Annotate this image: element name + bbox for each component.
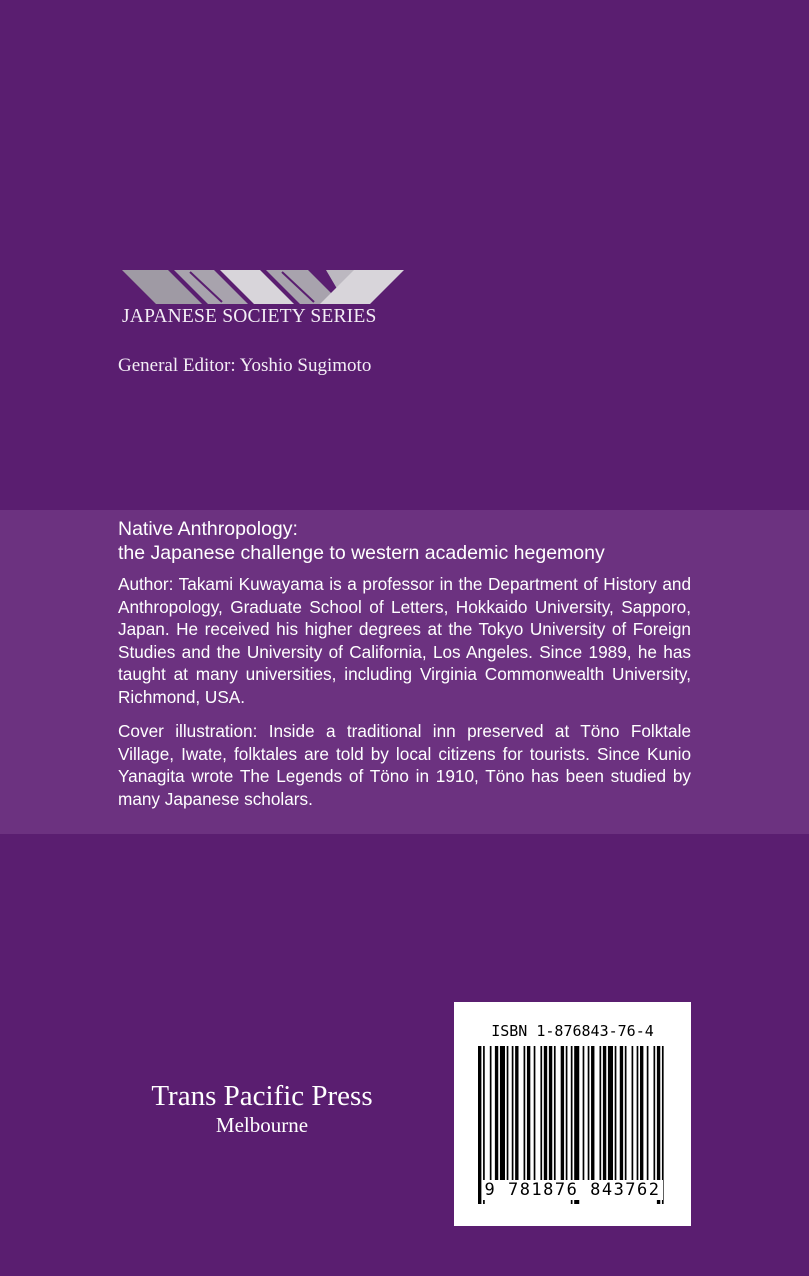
barcode-bar	[583, 1046, 585, 1180]
book-title-line2: the Japanese challenge to western academic hegemony	[118, 542, 605, 564]
barcode-bar	[554, 1046, 556, 1180]
publisher-block	[138, 1078, 386, 1136]
barcode-bar	[566, 1046, 568, 1180]
barcode-digits-row	[454, 1180, 691, 1200]
barcode-bar	[527, 1046, 530, 1180]
publisher-city: Melbourne	[215, 1113, 309, 1137]
series-logo	[122, 270, 404, 304]
barcode-bar	[654, 1046, 656, 1180]
author-blurb: Author: Takami Kuwayama is a professor in the Department of History and Anthropology, Graduate School of Letters, Hokkaido University, Sapporo, Japan. He received his higher degrees at the Tokyo University of Foreign Studies and the University of California, Los Angeles. Since 1989, he has taught at many universities, including Virginia Commonwealth University, Richmond, USA.	[118, 574, 691, 707]
barcode-bar	[647, 1046, 649, 1180]
barcode-bar	[625, 1046, 627, 1180]
cover-illustration-blurb: Cover illustration: Inside a traditional inn preserved at Töno Folktale Village, Iwate, folktales are told by local citizens for tourists. Since Kunio Yanagita wrote The Legends of Töno in 1910, Töno has been studied by many Japanese scholars.	[118, 721, 691, 809]
barcode-digits: 9 781876 843762	[484, 1180, 661, 1200]
barcode-bar	[588, 1046, 590, 1180]
barcode-bar	[495, 1046, 498, 1180]
barcode-bar	[507, 1046, 509, 1180]
barcode-bar	[544, 1046, 547, 1180]
book-title	[118, 517, 698, 565]
barcode-bar	[561, 1046, 564, 1180]
barcode-bar	[524, 1046, 526, 1180]
barcode-box	[454, 1002, 691, 1226]
barcode-bar	[600, 1046, 602, 1180]
barcode-bar	[620, 1046, 623, 1180]
barcode-bar	[515, 1046, 518, 1180]
barcode-bar	[632, 1046, 634, 1180]
barcode-bar	[591, 1046, 594, 1180]
barcode-bar	[512, 1046, 514, 1180]
barcode-bar	[534, 1046, 536, 1180]
barcode-bar	[640, 1046, 643, 1180]
publisher-name: Trans Pacific Press	[151, 1080, 373, 1112]
series-title: JAPANESE SOCIETY SERIES	[122, 306, 377, 327]
general-editor: General Editor: Yoshio Sugimoto	[118, 355, 372, 376]
barcode-bar	[540, 1046, 542, 1180]
isbn-label: ISBN 1-876843-76-4	[491, 1022, 654, 1040]
barcode-bar	[637, 1046, 639, 1180]
barcode-bar	[490, 1046, 492, 1180]
barcode-bar	[615, 1046, 617, 1180]
barcode-bar	[500, 1046, 505, 1180]
book-title-line1: Native Anthropology:	[118, 518, 298, 540]
barcode-bar	[603, 1046, 606, 1180]
barcode-bar	[549, 1046, 552, 1180]
barcode-bar	[608, 1046, 613, 1180]
